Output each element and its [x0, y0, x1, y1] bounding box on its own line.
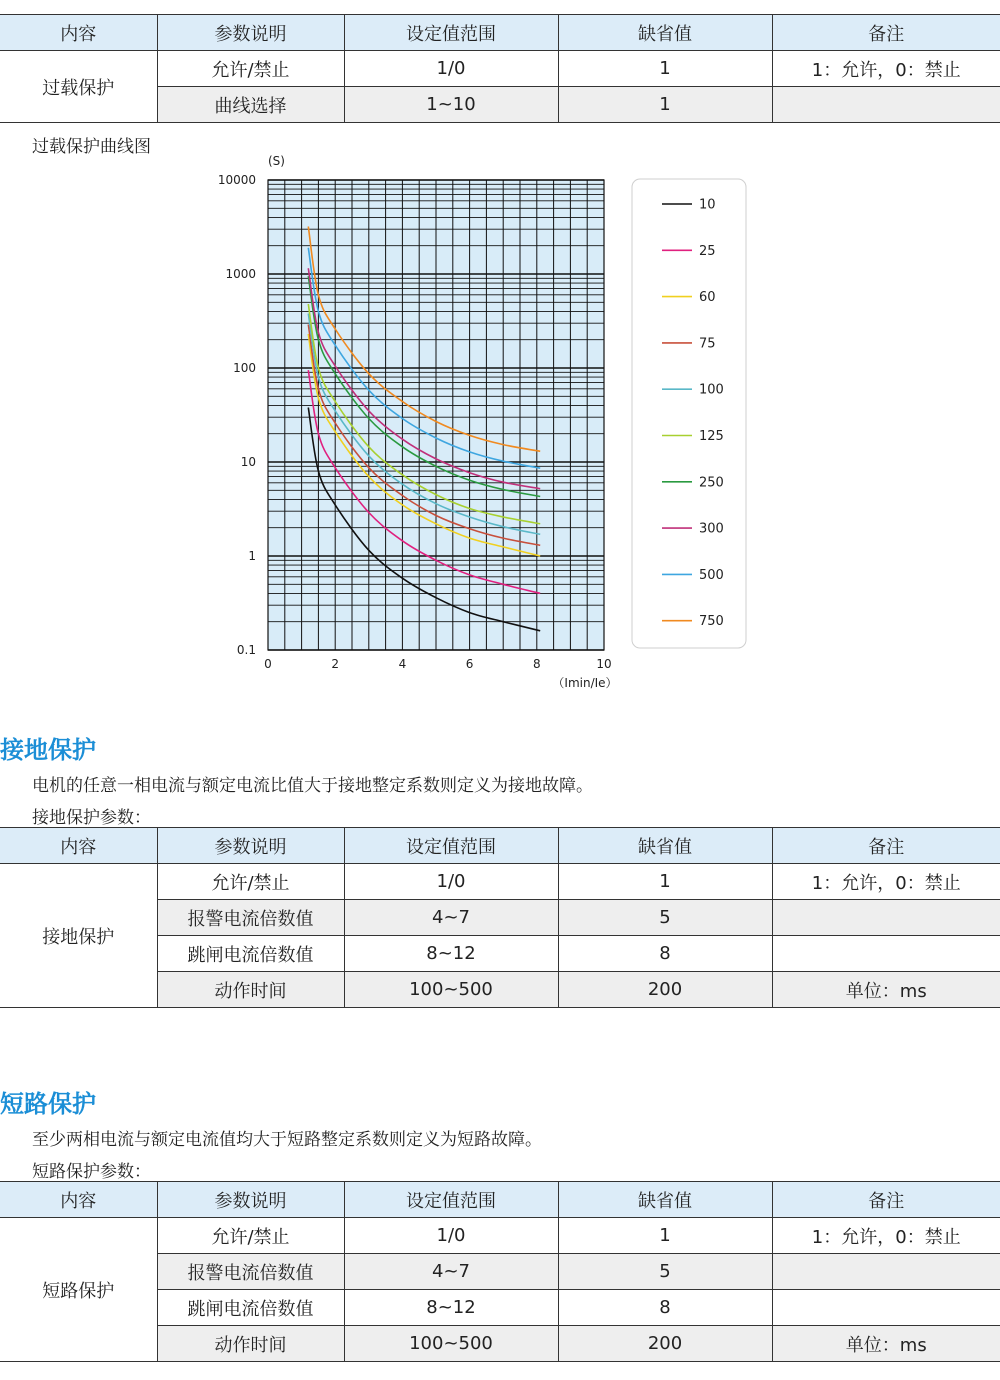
- default-cell: 5: [558, 900, 772, 936]
- range-cell: 1/0: [344, 51, 558, 87]
- legend-label-125: 125: [699, 429, 724, 444]
- group-cell: 短路保护: [0, 1218, 157, 1362]
- ground-table: [0, 827, 1000, 1008]
- col-header-content: 内容: [0, 828, 157, 864]
- table-row: [0, 1218, 1000, 1254]
- short-circuit-table: [0, 1181, 1000, 1362]
- ground-params-label: 接地保护参数：: [32, 808, 151, 828]
- default-cell: 200: [558, 972, 772, 1008]
- y-tick-label: 1000: [225, 267, 256, 281]
- table-row: [0, 864, 1000, 900]
- note-cell: [772, 1254, 1000, 1290]
- x-tick-label: 0: [264, 657, 272, 671]
- legend-label-25: 25: [699, 243, 716, 259]
- table-header-row: [0, 1182, 1000, 1218]
- col-header-content: 内容: [0, 15, 157, 51]
- legend-label-75: 75: [699, 336, 716, 352]
- col-header-note: 备注: [772, 1182, 1000, 1218]
- group-cell: 过载保护: [0, 51, 157, 123]
- col-header-param: 参数说明: [157, 1182, 344, 1218]
- y-axis-unit: (S): [268, 154, 285, 168]
- legend-label-500: 500: [699, 567, 724, 583]
- legend-label-10: 10: [699, 197, 716, 213]
- legend-label-60: 60: [699, 290, 716, 306]
- y-tick-label: 10000: [217, 173, 256, 187]
- short-circuit-description: 至少两相电流与额定电流值均大于短路整定系数则定义为短路故障。: [32, 1130, 542, 1150]
- range-cell: 4~7: [344, 900, 558, 936]
- y-tick-label: 1: [248, 549, 256, 563]
- default-cell: 1: [558, 87, 772, 123]
- legend-label-300: 300: [699, 521, 724, 537]
- x-tick-label: 10: [596, 657, 612, 671]
- legend-label-250: 250: [699, 475, 724, 491]
- col-header-default: 缺省值: [558, 1182, 772, 1218]
- default-cell: 200: [558, 1326, 772, 1362]
- x-axis-label: （Imin/Ie）: [552, 676, 618, 690]
- grid-lines: [268, 180, 604, 650]
- range-cell: 8~12: [344, 1290, 558, 1326]
- legend-box: [632, 179, 746, 648]
- note-cell: 1：允许，0：禁止: [772, 864, 1000, 900]
- overload-curve-chart: [0, 130, 1000, 700]
- y-tick-label: 100: [233, 361, 256, 375]
- note-cell: 1：允许，0：禁止: [772, 1218, 1000, 1254]
- col-header-default: 缺省值: [558, 15, 772, 51]
- param-cell: 动作时间: [157, 1326, 344, 1362]
- default-cell: 1: [558, 864, 772, 900]
- y-tick-label: 10: [240, 455, 256, 469]
- col-header-note: 备注: [772, 15, 1000, 51]
- param-cell: 动作时间: [157, 972, 344, 1008]
- y-tick-label: 0.1: [236, 643, 256, 657]
- note-cell: 单位：ms: [772, 972, 1000, 1008]
- range-cell: 1/0: [344, 864, 558, 900]
- default-cell: 5: [558, 1254, 772, 1290]
- range-cell: 8~12: [344, 936, 558, 972]
- x-tick-label: 6: [465, 657, 474, 671]
- x-tick-label: 8: [532, 657, 541, 671]
- param-cell: 跳闸电流倍数值: [157, 936, 344, 972]
- range-cell: 100~500: [344, 1326, 558, 1362]
- col-header-default: 缺省值: [558, 828, 772, 864]
- param-cell: 跳闸电流倍数值: [157, 1290, 344, 1326]
- default-cell: 1: [558, 51, 772, 87]
- param-cell: 报警电流倍数值: [157, 1254, 344, 1290]
- col-header-range: 设定值范围: [344, 828, 558, 864]
- note-cell: [772, 900, 1000, 936]
- range-cell: 1/0: [344, 1218, 558, 1254]
- col-header-range: 设定值范围: [344, 15, 558, 51]
- col-header-param: 参数说明: [157, 15, 344, 51]
- param-cell: 曲线选择: [157, 87, 344, 123]
- x-tick-label: 4: [398, 657, 407, 671]
- param-cell: 允许/禁止: [157, 864, 344, 900]
- default-cell: 8: [558, 1290, 772, 1326]
- short-circuit-section-title: 短路保护: [0, 1090, 96, 1118]
- note-cell: [772, 1290, 1000, 1326]
- param-cell: 允许/禁止: [157, 1218, 344, 1254]
- group-cell: 接地保护: [0, 864, 157, 1008]
- table-header-row: [0, 828, 1000, 864]
- col-header-range: 设定值范围: [344, 1182, 558, 1218]
- overload-table: [0, 14, 1000, 123]
- ground-description: 电机的任意一相电流与额定电流比值大于接地整定系数则定义为接地故障。: [32, 776, 593, 796]
- range-cell: 1~10: [344, 87, 558, 123]
- note-cell: 1：允许，0：禁止: [772, 51, 1000, 87]
- note-cell: [772, 936, 1000, 972]
- x-tick-label: 2: [331, 657, 340, 671]
- note-cell: 单位：ms: [772, 1326, 1000, 1362]
- legend-label-750: 750: [699, 614, 724, 630]
- col-header-note: 备注: [772, 828, 1000, 864]
- col-header-content: 内容: [0, 1182, 157, 1218]
- default-cell: 8: [558, 936, 772, 972]
- note-cell: [772, 87, 1000, 123]
- ground-section-title: 接地保护: [0, 736, 96, 764]
- chart-title: 过载保护曲线图: [32, 137, 151, 157]
- default-cell: 1: [558, 1218, 772, 1254]
- short-circuit-params-label: 短路保护参数：: [32, 1162, 151, 1182]
- table-header-row: [0, 15, 1000, 51]
- param-cell: 允许/禁止: [157, 51, 344, 87]
- range-cell: 100~500: [344, 972, 558, 1008]
- range-cell: 4~7: [344, 1254, 558, 1290]
- param-cell: 报警电流倍数值: [157, 900, 344, 936]
- table-row: [0, 51, 1000, 87]
- legend-label-100: 100: [699, 382, 724, 398]
- col-header-param: 参数说明: [157, 828, 344, 864]
